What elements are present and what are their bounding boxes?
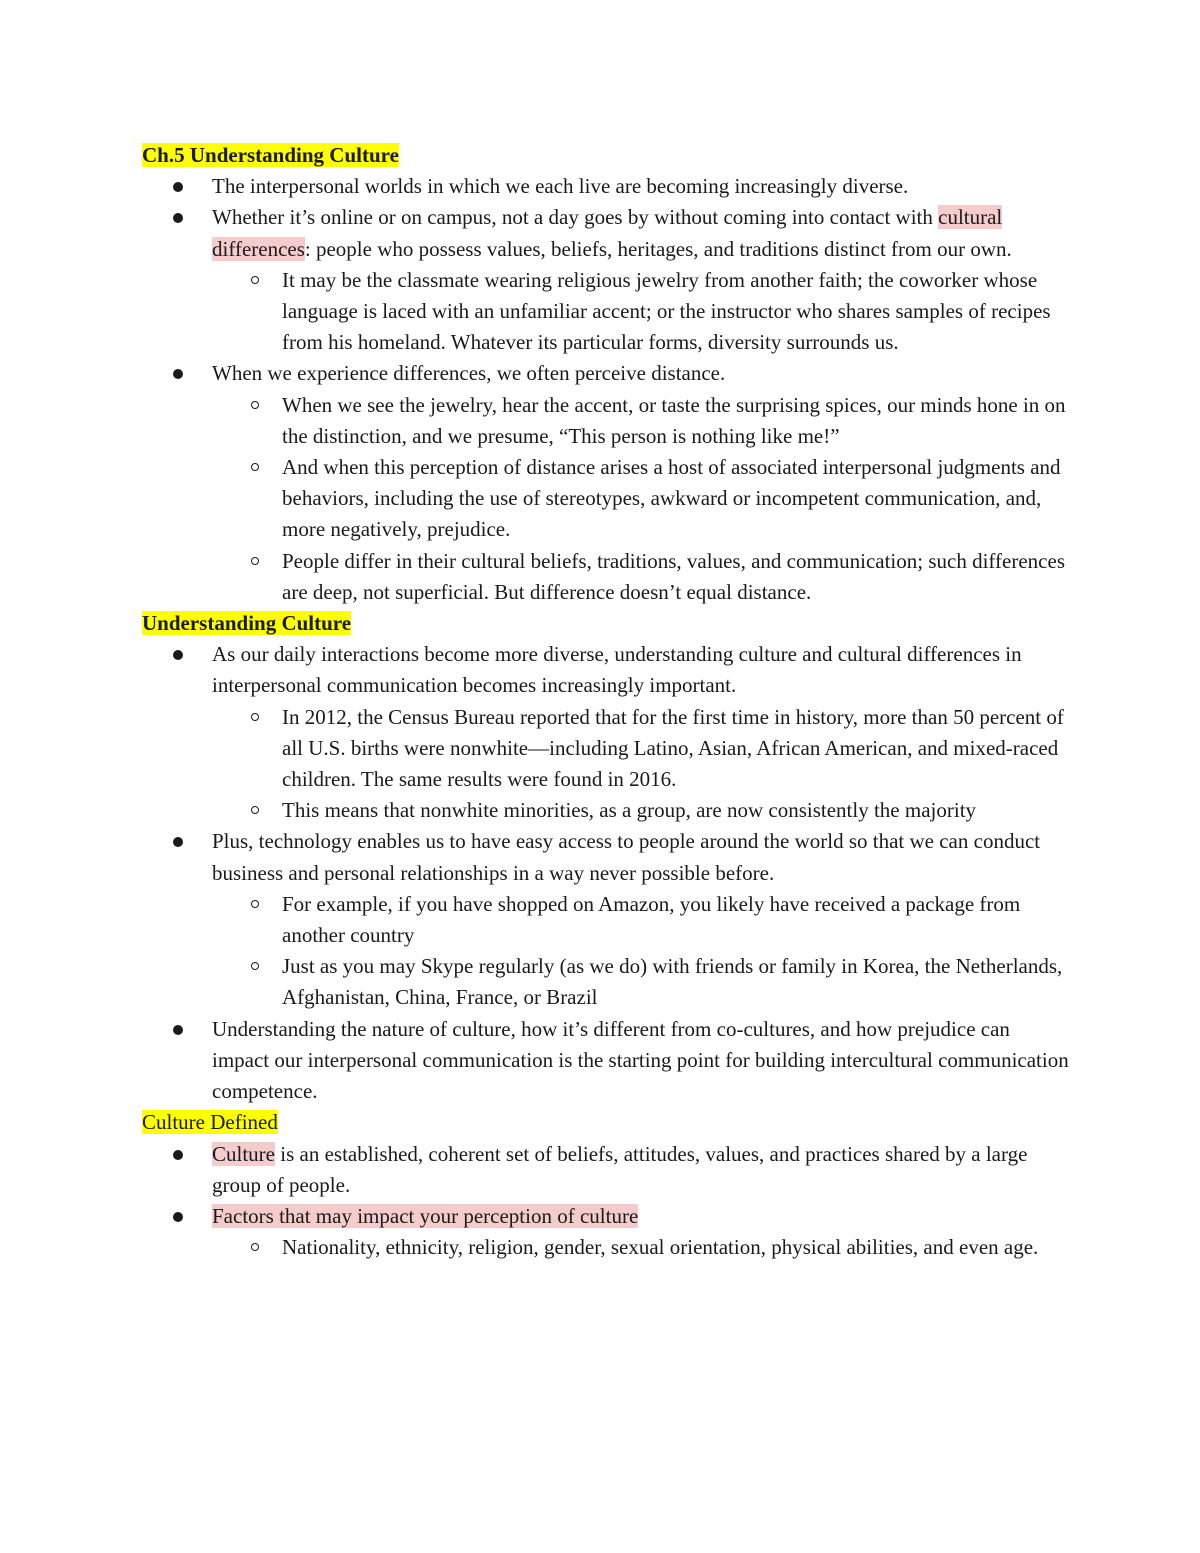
circle-bullet-icon <box>251 557 259 565</box>
bullet-icon <box>173 1212 183 1222</box>
sub-list-item: Nationality, ethnicity, religion, gender, sexual orientation, physical abilities, and even age. <box>142 1232 1072 1263</box>
bullet-icon <box>173 369 183 379</box>
list-item: Plus, technology enables us to have easy access to people around the world so that we can conduct business and personal relationships in a way never possible before. For example, if you have shopped on Amazon, you likely have received a package from another country Just as you may Skype regularly (as we do) with friends or family in Korea, the Netherlands, Afghanistan, China, France, or Brazil <box>142 826 1072 1013</box>
bullet-list <box>142 639 1072 1107</box>
circle-bullet-icon <box>251 276 259 284</box>
sub-list-item: And when this perception of distance arises a host of associated interpersonal judgments and behaviors, including the use of stereotypes, awkward or incompetent communication, and, more negatively, prejudice. <box>142 452 1072 546</box>
bullet-icon <box>173 1150 183 1160</box>
circle-bullet-icon <box>251 1243 259 1251</box>
section-understanding-culture <box>142 608 1072 1107</box>
highlighted-term: cultural differences <box>212 205 1003 261</box>
sub-list-item: This means that nonwhite minorities, as a group, are now consistently the majority <box>142 795 1072 826</box>
bullet-list <box>142 171 1072 608</box>
circle-bullet-icon <box>251 463 259 471</box>
sub-list-item: It may be the classmate wearing religious jewelry from another faith; the coworker whose language is laced with an unfamiliar accent; or the instructor who shares samples of recipes from his homeland. Whatever its particular forms, diversity surrounds us. <box>142 265 1072 359</box>
circle-bullet-icon <box>251 806 259 814</box>
list-item <box>142 1201 1072 1263</box>
bullet-list <box>142 1139 1072 1264</box>
section-heading: Ch.5 Understanding Culture <box>142 143 399 167</box>
section-heading: Understanding Culture <box>142 611 352 636</box>
bullet-icon <box>173 837 183 847</box>
bullet-icon <box>173 182 183 192</box>
sub-list-item: People differ in their cultural beliefs, traditions, values, and communication; such differences are deep, not superficial. But difference doesn’t equal distance. <box>142 546 1072 608</box>
sub-list-item: When we see the jewelry, hear the accent, or taste the surprising spices, our minds hone in on the distinction, and we presume, “This person is nothing like me!” <box>142 390 1072 452</box>
list-item: Whether it’s online or on campus, not a day goes by without coming into contact with cultural differences: people who possess values, beliefs, heritages, and traditions distinct from our own. It may be the classmate wearing religious jewelry from another faith; the coworker whose language is laced with an unfamiliar accent; or the instructor who shares samples of recipes from his homeland. Whatever its particular forms, diversity surrounds us. <box>142 202 1072 358</box>
circle-bullet-icon <box>251 900 259 908</box>
list-item: The interpersonal worlds in which we each live are becoming increasingly diverse. <box>142 171 1072 202</box>
list-item: As our daily interactions become more diverse, understanding culture and cultural differences in interpersonal communication becomes increasingly important. In 2012, the Census Bureau reported that for the first time in history, more than 50 percent of all U.S. births were nonwhite—including Latino, Asian, African American, and mixed-raced children. The same results were found in 2016. This means that nonwhite minorities, as a group, are now consistently the majority <box>142 639 1072 826</box>
circle-bullet-icon <box>251 713 259 721</box>
document-page <box>142 140 1072 1263</box>
section-heading: Culture Defined <box>142 1110 278 1135</box>
bullet-icon <box>173 213 183 223</box>
list-item: When we experience differences, we often perceive distance. When we see the jewelry, hear the accent, or taste the surprising spices, our minds hone in on the distinction, and we presume, “This person is nothing like me!” And when this perception of distance arises a host of associated interpersonal judgments and behaviors, including the use of stereotypes, awkward or incompetent communication, and, more negatively, prejudice. People differ in their cultural beliefs, traditions, values, and communication; such differences are deep, not superficial. But difference doesn’t equal distance. <box>142 358 1072 608</box>
section-culture-defined <box>142 1107 1072 1263</box>
sub-list-item: Just as you may Skype regularly (as we do) with friends or family in Korea, the Netherlands, Afghanistan, China, France, or Brazil <box>142 951 1072 1013</box>
bullet-icon <box>173 650 183 660</box>
highlighted-term: Culture <box>212 1141 275 1166</box>
sub-list-item: For example, if you have shopped on Amazon, you likely have received a package from another country <box>142 889 1072 951</box>
circle-bullet-icon <box>251 401 259 409</box>
circle-bullet-icon <box>251 962 259 970</box>
highlighted-term: Factors that may impact your perception of culture <box>212 1203 639 1228</box>
list-item: Understanding the nature of culture, how it’s different from co-cultures, and how prejudice can impact our interpersonal communication is the starting point for building intercultural communication competence. <box>142 1014 1072 1108</box>
section-ch5 <box>142 140 1072 608</box>
sub-list-item: In 2012, the Census Bureau reported that for the first time in history, more than 50 percent of all U.S. births were nonwhite—including Latino, Asian, African American, and mixed-raced children. The same results were found in 2016. <box>142 702 1072 796</box>
list-item: Culture is an established, coherent set of beliefs, attitudes, values, and practices shared by a large group of people. <box>142 1139 1072 1201</box>
bullet-icon <box>173 1025 183 1035</box>
